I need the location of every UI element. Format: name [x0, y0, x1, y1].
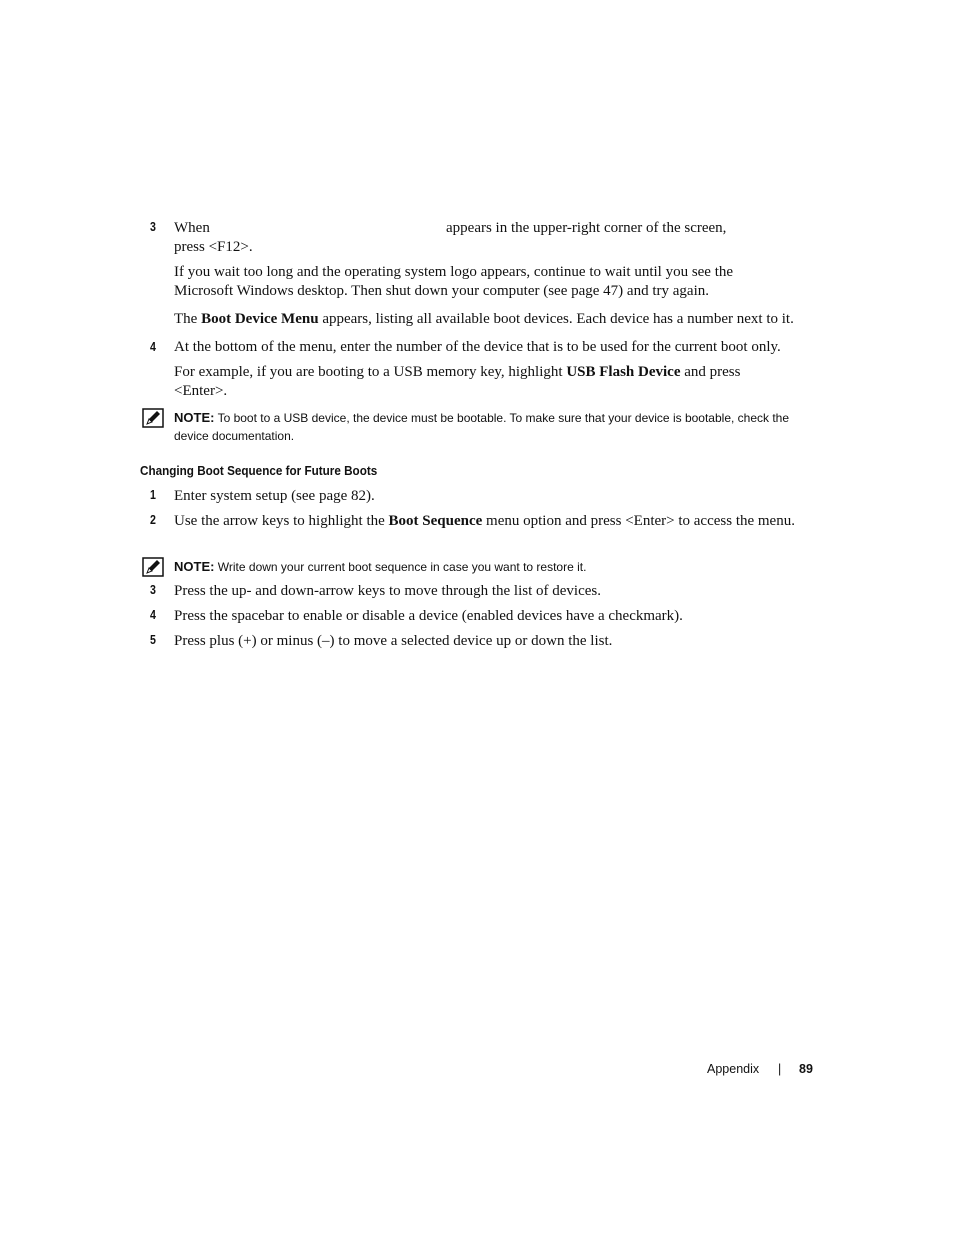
step-text: Press the spacebar to enable or disable a device (enabled devices have a checkmark).	[174, 608, 683, 624]
step-text-start: When	[174, 220, 210, 236]
bold-term: USB Flash Device	[566, 364, 681, 380]
step-number: 4	[150, 340, 156, 354]
paragraph-text: For example, if you are booting to a USB memory key, highlight	[174, 364, 567, 380]
step-text-start: Use the arrow keys to highlight the	[174, 513, 389, 529]
paragraph-text: and press <Enter>.	[174, 364, 741, 399]
note-box	[174, 558, 824, 576]
step-number: 4	[150, 608, 156, 622]
pencil-note-icon	[142, 408, 164, 428]
paragraph-text: The	[174, 311, 202, 327]
step-text: Enter system setup (see page 82).	[174, 488, 375, 504]
step-number: 2	[150, 513, 156, 527]
note-box	[174, 409, 824, 445]
note-label: NOTE:	[174, 410, 215, 425]
page-number: 89	[799, 1062, 813, 1076]
bold-term: Boot Device Menu	[201, 311, 319, 327]
section-heading: Changing Boot Sequence for Future Boots	[140, 463, 378, 478]
note-text: To boot to a USB device, the device must be bootable. To make sure that your device is bootable, check the device documentation.	[174, 411, 790, 443]
step-number: 5	[150, 633, 156, 647]
paragraph-text: appears, listing all available boot devices. Each device has a number next to it.	[318, 311, 794, 327]
bold-term: Boot Sequence	[388, 513, 483, 529]
step-text-end: appears in the upper-right corner of the screen,	[446, 220, 727, 236]
step-text-line2: press <F12>.	[174, 239, 253, 255]
step-text	[174, 219, 824, 257]
footer-separator: |	[778, 1062, 782, 1076]
note-text: Write down your current boot sequence in case you want to restore it.	[214, 560, 587, 574]
step-number: 3	[150, 583, 156, 597]
step-number: 1	[150, 488, 156, 502]
step-text-end: menu option and press <Enter> to access the menu.	[482, 513, 795, 529]
step-text: Press the up- and down-arrow keys to move through the list of devices.	[174, 583, 601, 599]
step-number: 3	[150, 220, 156, 234]
step-text	[174, 512, 799, 531]
pencil-note-icon	[142, 557, 164, 577]
step-text: At the bottom of the menu, enter the number of the device that is to be used for the current boot only.	[174, 339, 781, 355]
paragraph-example	[174, 363, 774, 401]
step-text: Press plus (+) or minus (–) to move a selected device up or down the list.	[174, 633, 613, 649]
paragraph-boot-menu	[174, 310, 824, 329]
note-label: NOTE:	[174, 559, 215, 574]
footer-section: Appendix	[707, 1062, 760, 1076]
paragraph-wait: If you wait too long and the operating system logo appears, continue to wait until you see the Microsoft Windows desktop. Then shut down your computer (see page 47) and try again.	[174, 264, 734, 299]
